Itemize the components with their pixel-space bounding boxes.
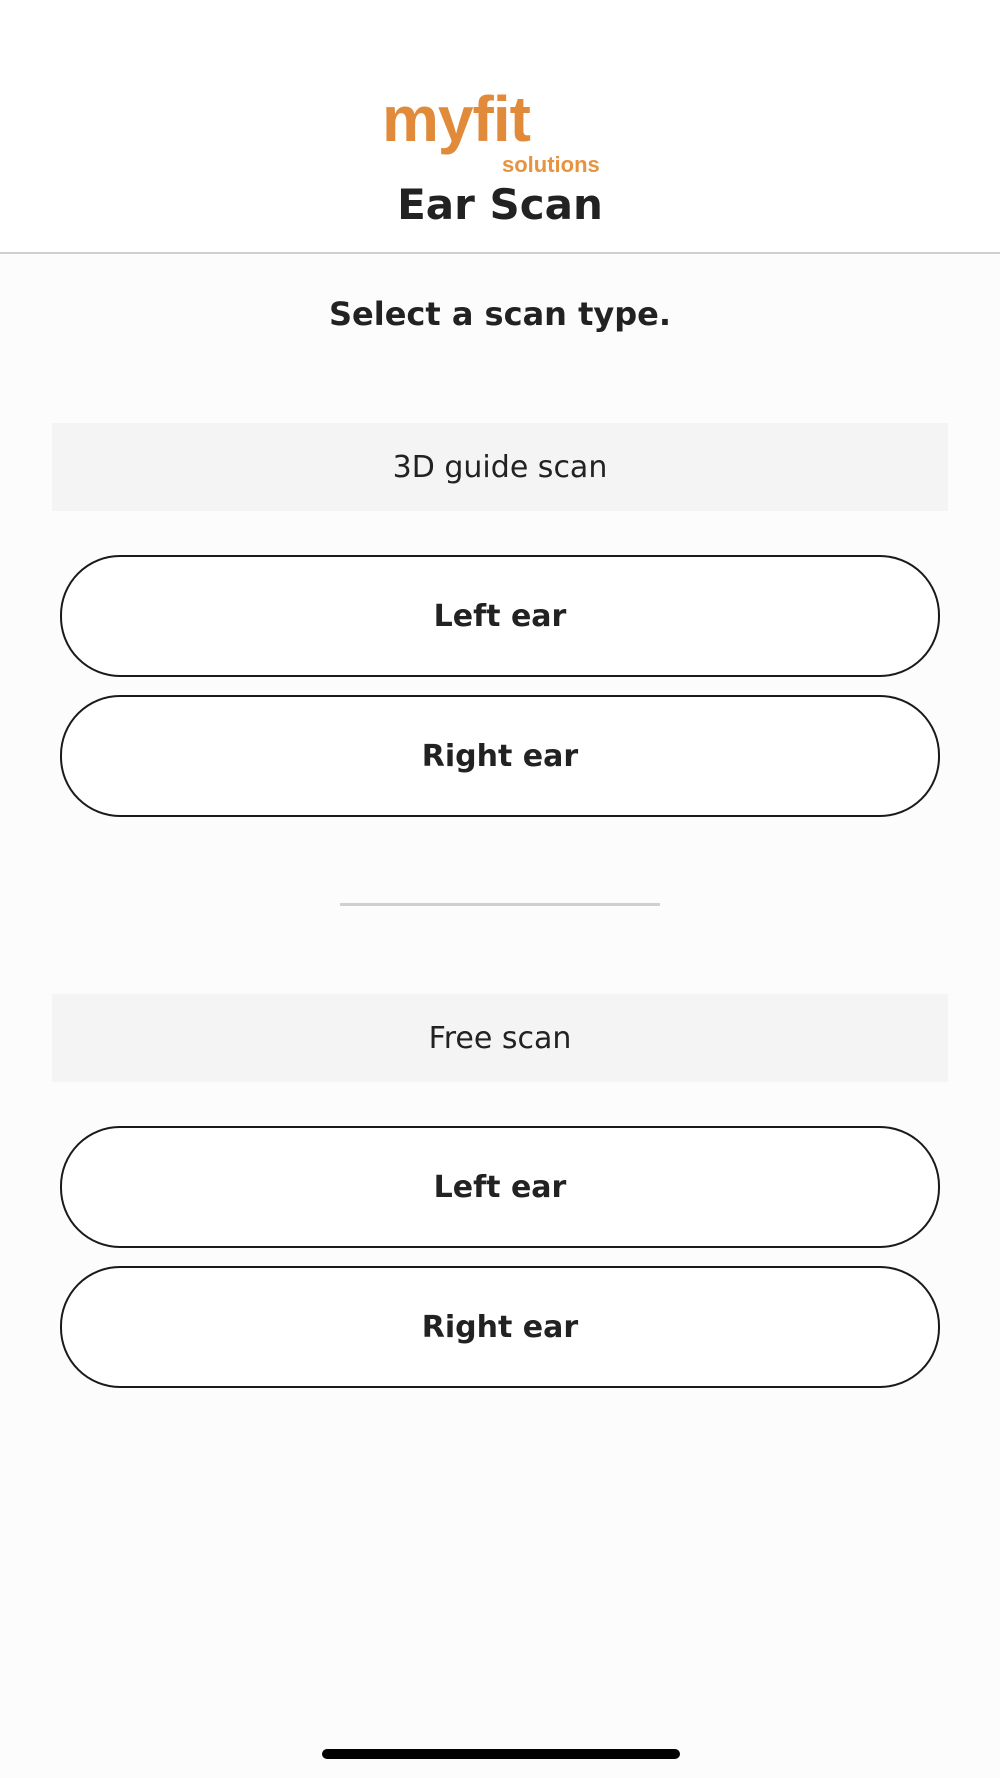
page-title: Ear Scan	[397, 180, 603, 229]
home-indicator[interactable]	[322, 1749, 680, 1759]
app-header	[0, 0, 1000, 254]
logo-tagline: solutions	[502, 152, 600, 177]
myfit-logo	[382, 83, 622, 180]
guide-scan-right-ear-button[interactable]: Right ear	[60, 695, 940, 817]
guide-scan-left-ear-button[interactable]: Left ear	[60, 555, 940, 677]
free-scan-left-ear-button[interactable]: Left ear	[60, 1126, 940, 1248]
section-header-3d-guide-scan: 3D guide scan	[52, 423, 948, 511]
section-header-free-scan: Free scan	[52, 994, 948, 1082]
section-divider	[340, 903, 660, 906]
scan-type-prompt: Select a scan type.	[328, 295, 671, 333]
free-scan-right-ear-button[interactable]: Right ear	[60, 1266, 940, 1388]
logo-wordmark: myfit	[382, 83, 530, 155]
